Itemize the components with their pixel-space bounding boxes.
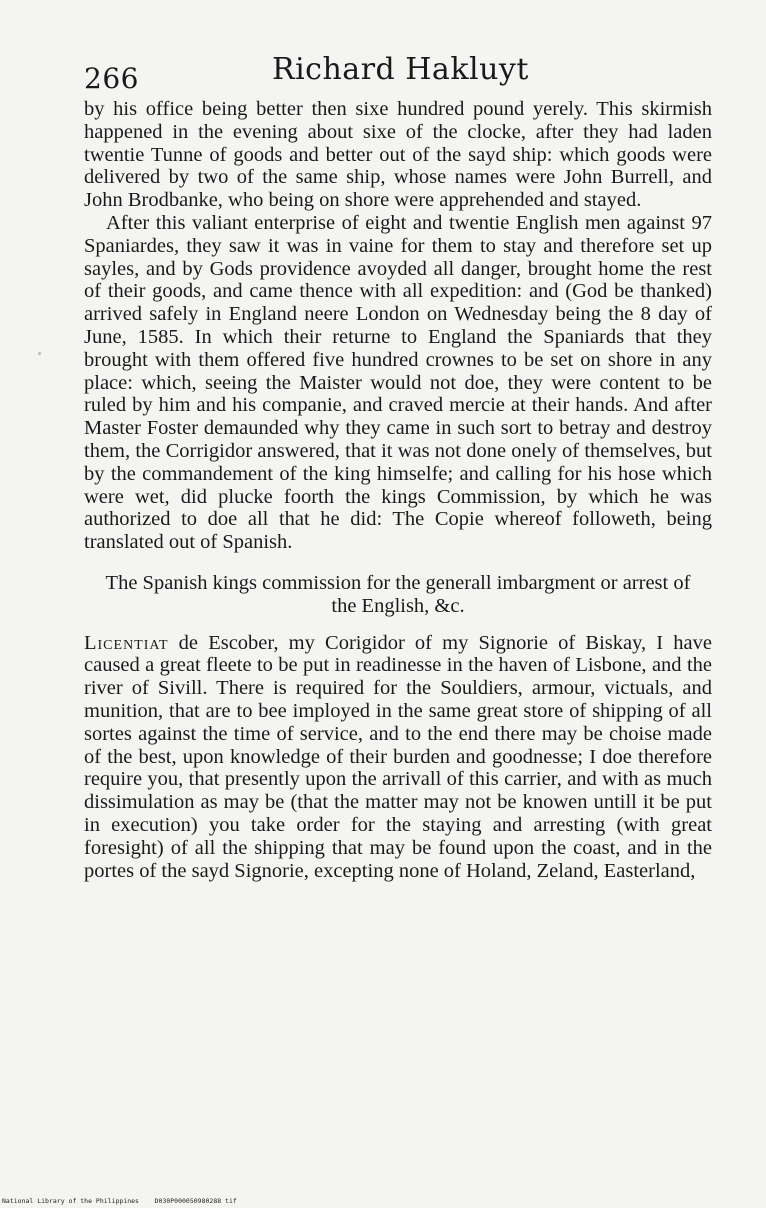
commission-text <box>84 632 712 883</box>
running-title: Richard Hakluyt <box>272 52 529 87</box>
book-page <box>84 52 712 882</box>
scan-speck <box>38 352 41 355</box>
commission-body: de Escober, my Corigidor of my Signorie of Biskay, I have caused a great fleete to be put in readinesse in the haven of Lisbone, and the river of Sivill. There is required for the Souldiers, armour, victuals, and munition, that are to bee imployed in the same great store of shipping of all sortes against the time of service, and to the end there may be choise made of the best, upon knowledge of their burden and goodnesse; I doe therefore require you, that presently upon the arrivall of this carrier, and with as much dissimulation as may be (that the matter may not be knowen untill it be put in execution) you take order for the staying and arresting (with great foresight) of all the shipping that may be found upon the coast, and in the portes of the sayd Signorie, excepting none of Holand, Zeland, Easterland, <box>84 631 712 882</box>
page-number: 266 <box>84 62 139 95</box>
commission-heading: The Spanish kings commission for the generall imbargment or arrest of the English, &c. <box>105 571 691 617</box>
page-body <box>84 98 712 554</box>
commission-lead-word: Licentiat <box>84 631 169 654</box>
running-head <box>84 52 712 98</box>
paragraph-enterprise: After this valiant enterprise of eight and twentie English men against 97 Spaniardes, they saw it was in vaine for them to stay and therefore set up sayles, and by Gods providence avoyded all danger, brought home the rest of their goods, and came thence with all expedition: and (God be thanked) arrived safely in England neere London on Wednesday being the 8 day of June, 1585. In which their returne to England the Spaniards that they brought with them offered five hundred crownes to be set on shore in any place: which, seeing the Maister would not doe, they were content to be ruled by him and his companie, and craved mercie at their hands. And after Master Foster demaunded why they came in such sort to betray and destroy them, the Corrigidor answered, that it was not done onely of themselves, but by the commandement of the king himselfe; and calling for his hose which were wet, did plucke foorth the kings Commission, by which he was authorized to doe all that he did: The Copie whereof followeth, being translated out of Spanish. <box>84 211 712 554</box>
scan-footer: National Library of the Philippines D030P000050980288 tif <box>2 1197 237 1205</box>
paragraph-continuation: by his office being better then sixe hundred pound yerely. This skirmish happened in the evening about sixe of the clocke, after they had laden twentie Tunne of goods and better out of the sayd ship: which goods were delivered by two of the same ship, whose names were John Burrell, and John Brodbanke, who being on shore were apprehended and stayed. <box>84 98 712 212</box>
